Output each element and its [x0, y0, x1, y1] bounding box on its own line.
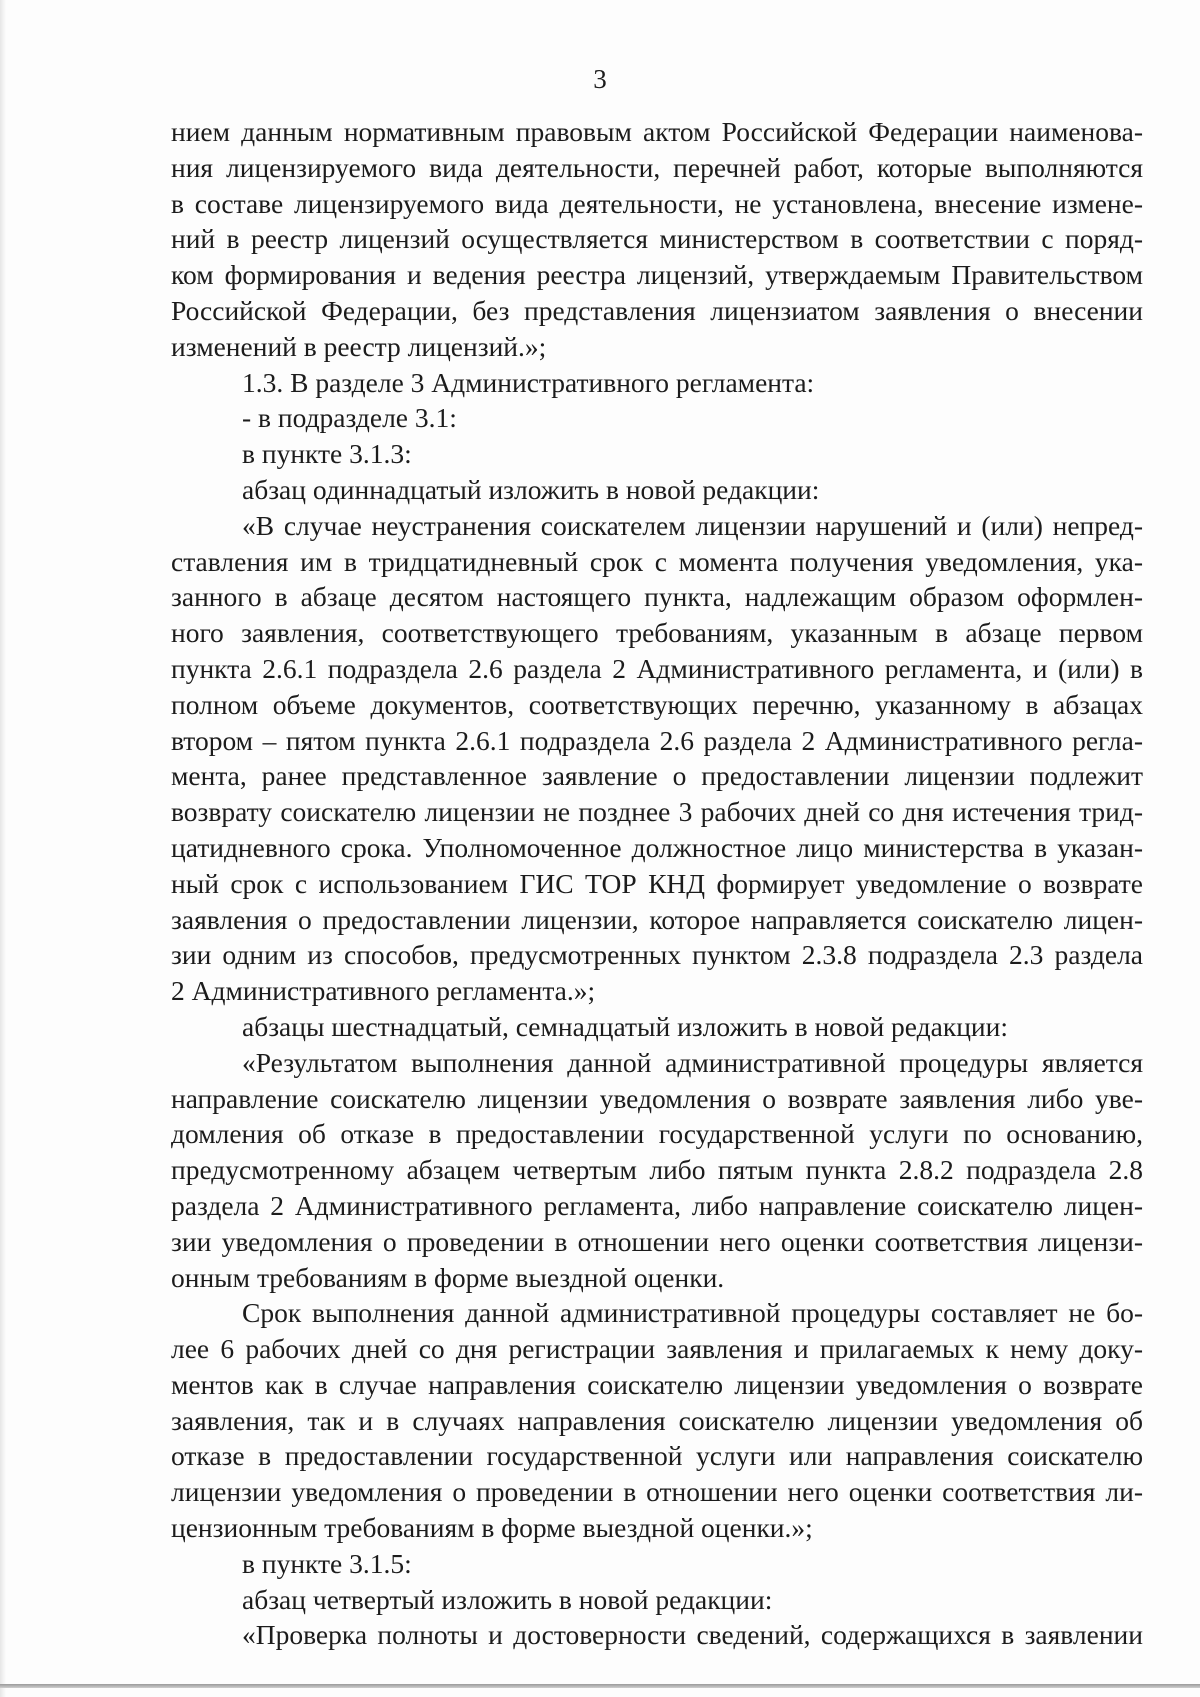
text-line: ного заявления, соответствующего требованиям, указанным в абзаце первом: [171, 617, 1143, 649]
text-line: пункта 2.6.1 подраздела 2.6 раздела 2 Административного регламента, и (или) в: [171, 652, 1143, 684]
text-line: зии уведомления о проведении в отношении него оценки соответствия лицензи-: [171, 1225, 1143, 1257]
text-line: втором – пятом пункта 2.6.1 подраздела 2.6 раздела 2 Административного регла-: [171, 724, 1143, 756]
text-line: раздела 2 Административного регламента, либо направление соискателю лицен-: [171, 1189, 1143, 1221]
text-line: в пункте 3.1.5:: [242, 1547, 412, 1579]
text-line: отказе в предоставлении государственной услуги или направления соискателю: [171, 1440, 1143, 1472]
text-line: направление соискателю лицензии уведомления о возврате заявления либо уве-: [171, 1082, 1143, 1114]
text-line: мента, ранее представленное заявление о предоставлении лицензии подлежит: [171, 760, 1143, 792]
text-line: изменений в реестр лицензий.»;: [171, 330, 547, 362]
text-line: лее 6 рабочих дней со дня регистрации заявления и прилагаемых к нему доку-: [171, 1333, 1143, 1365]
text-line: полном объеме документов, соответствующих перечню, указанному в абзацах: [171, 688, 1143, 720]
text-line: ный срок с использованием ГИС ТОР КНД формирует уведомление о возврате: [171, 867, 1143, 899]
text-line: в составе лицензируемого вида деятельности, не установлена, внесение измене-: [171, 187, 1143, 219]
text-line: ментов как в случае направления соискателю лицензии уведомления о возврате: [171, 1368, 1143, 1400]
scan-edge-shadow: [0, 0, 6, 1697]
text-line: ний в реестр лицензий осуществляется министерством в соответствии с поряд-: [171, 223, 1143, 255]
text-line: «Результатом выполнения данной административной процедуры является: [242, 1046, 1143, 1078]
text-line: абзацы шестнадцатый, семнадцатый изложить в новой редакции:: [242, 1010, 1008, 1042]
text-line: Российской Федерации, без представления лицензиатом заявления о внесении: [171, 294, 1143, 326]
text-line: заявления о предоставлении лицензии, которое направляется соискателю лицен-: [171, 903, 1143, 935]
text-line: цензионным требованиям в форме выездной оценки.»;: [171, 1512, 813, 1544]
text-line: цатидневного срока. Уполномоченное должностное лицо министерства в указан-: [171, 831, 1143, 863]
text-line: нием данным нормативным правовым актом Российской Федерации наименова-: [171, 116, 1143, 147]
text-line: лицензии уведомления о проведении в отношении него оценки соответствия ли-: [171, 1476, 1143, 1508]
text-line: онным требованиям в форме выездной оценки.: [171, 1261, 725, 1293]
text-line: домления об отказе в предоставлении государственной услуги по основанию,: [171, 1118, 1143, 1150]
scan-bottom-edge: [0, 1684, 1200, 1688]
text-line: ния лицензируемого вида деятельности, перечней работ, которые выполняются: [171, 151, 1143, 183]
document-body: [171, 114, 1143, 1653]
page-number: 3: [593, 64, 607, 94]
text-line: ком формирования и ведения реестра лицензий, утверждаемым Правительством: [171, 259, 1143, 291]
text-line: в пункте 3.1.3:: [242, 438, 412, 470]
text-line: - в подразделе 3.1:: [242, 402, 457, 434]
text-line: «Проверка полноты и достоверности сведений, содержащихся в заявлении: [242, 1619, 1143, 1651]
text-line: «В случае неустранения соискателем лицензии нарушений и (или) непред-: [242, 509, 1143, 541]
text-line: 1.3. В разделе 3 Административного регламента:: [242, 366, 815, 398]
text-line: ставления им в тридцатидневный срок с момента получения уведомления, ука-: [171, 545, 1143, 577]
text-line: возврату соискателю лицензии не позднее 3 рабочих дней со дня истечения трид-: [171, 796, 1143, 828]
text-line: зии одним из способов, предусмотренных пунктом 2.3.8 подраздела 2.3 раздела: [171, 939, 1143, 971]
text-line: 2 Административного регламента.»;: [171, 975, 596, 1007]
text-line: заявления, так и в случаях направления соискателю лицензии уведомления об: [171, 1404, 1143, 1436]
text-line: Срок выполнения данной административной процедуры составляет не бо-: [242, 1297, 1143, 1329]
text-line: абзац одиннадцатый изложить в новой редакции:: [242, 473, 820, 505]
text-line: занного в абзаце десятом настоящего пункта, надлежащим образом оформлен-: [171, 581, 1143, 613]
text-line: абзац четвертый изложить в новой редакции:: [242, 1583, 773, 1615]
text-line: предусмотренному абзацем четвертым либо пятым пункта 2.8.2 подраздела 2.8: [171, 1154, 1143, 1186]
